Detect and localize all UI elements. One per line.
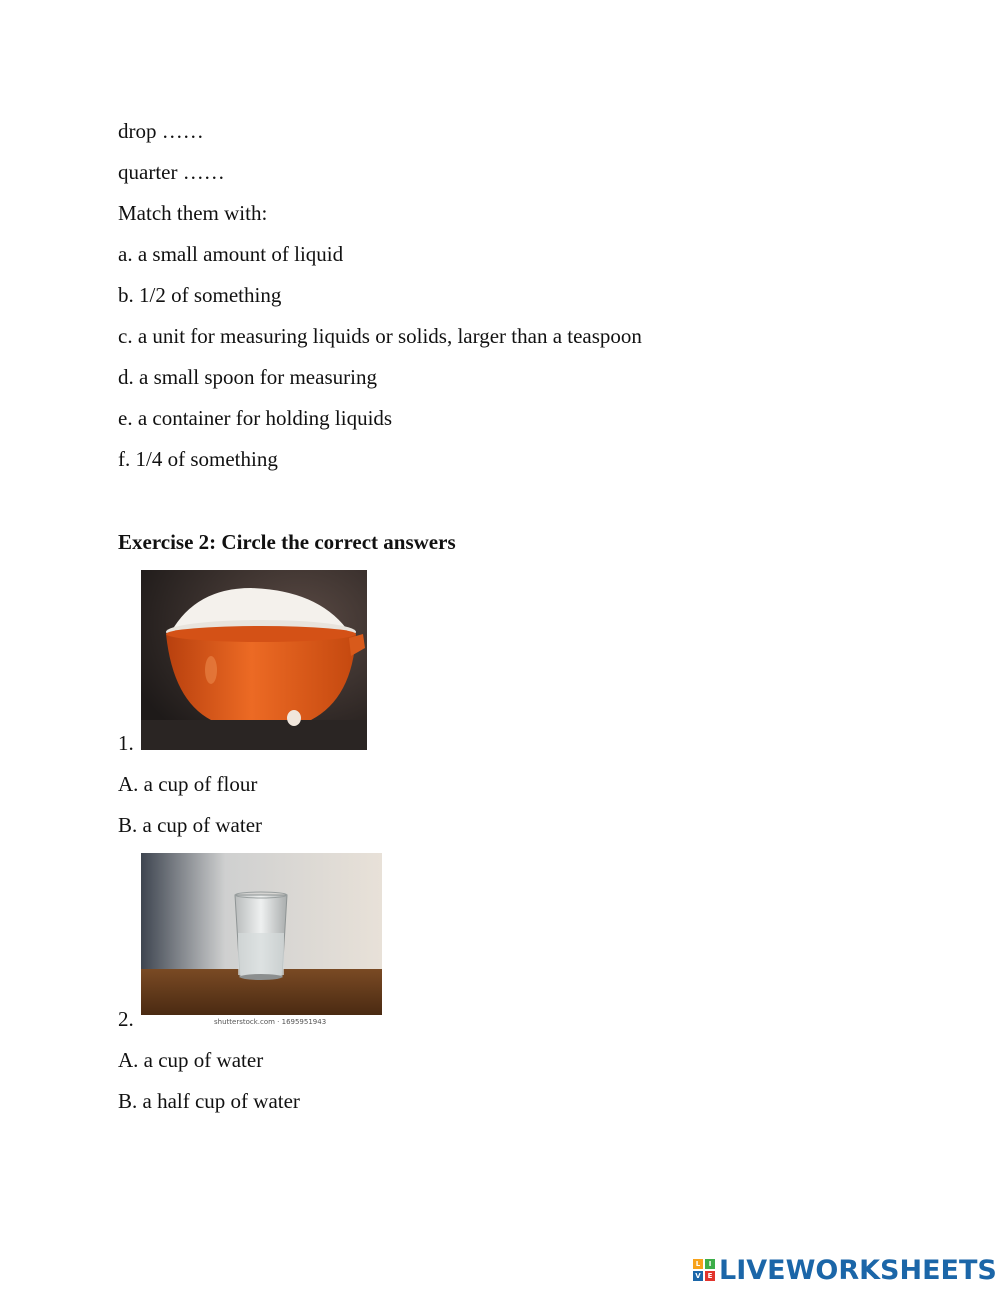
definition-f: f. 1/4 of something: [118, 447, 278, 471]
question-2-number: 2.: [118, 1007, 134, 1031]
flour-bowl-image: [141, 570, 367, 750]
definition-c: c. a unit for measuring liquids or solids, larger than a teaspoon: [118, 324, 642, 348]
stock-photo-caption: shutterstock.com · 1695951943: [214, 1018, 327, 1026]
water-glass-image: [141, 853, 382, 1015]
exercise2-heading: Exercise 2: Circle the correct answers: [118, 530, 456, 554]
vocab-drop: drop ……: [118, 119, 204, 143]
vocab-quarter: quarter ……: [118, 160, 225, 184]
definition-a: a. a small amount of liquid: [118, 242, 344, 266]
logo-wordmark: LIVEWORKSHEETS: [719, 1254, 997, 1286]
logo-badge-l: L: [693, 1259, 703, 1269]
match-instruction: Match them with:: [118, 201, 268, 225]
definition-b: b. 1/2 of something: [118, 283, 282, 307]
liveworksheets-logo[interactable]: [693, 1254, 997, 1286]
question-1-option-a[interactable]: A. a cup of flour: [118, 772, 258, 796]
logo-badge-e: E: [705, 1271, 715, 1281]
logo-badge-icon: [693, 1259, 715, 1281]
definition-d: d. a small spoon for measuring: [118, 365, 377, 389]
question-1-option-b[interactable]: B. a cup of water: [118, 813, 263, 837]
question-1-number: 1.: [118, 731, 134, 755]
question-2-option-a[interactable]: A. a cup of water: [118, 1048, 264, 1072]
logo-badge-i: I: [705, 1259, 715, 1269]
question-2-option-b[interactable]: B. a half cup of water: [118, 1089, 300, 1113]
definition-e: e. a container for holding liquids: [118, 406, 393, 430]
logo-badge-v: V: [693, 1271, 703, 1281]
